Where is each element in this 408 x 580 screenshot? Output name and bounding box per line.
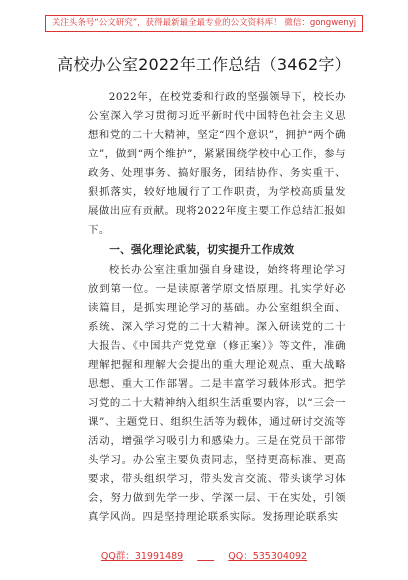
section-heading: 一、强化理论武装，切实提升工作成效 (109, 244, 295, 256)
banner-text: 关注头条号“公文研究”，获得最新最全最专业的公文资料库！ 微信：gongwenyj (45, 15, 363, 32)
intro-paragraph: 2022年，在校党委和行政的坚强领导下，校长办公室深入学习贯彻习近平新时代中国特色社会主义思想和党的二十大精神，坚定“四个意识”，拥护“两个确立”，做到“两个维护”，紧紧围绕学校中心工作，参与政务、处理事务、搞好服务，团结协作、务实重干、狠抓落实，较好地履行了工作职责，为学校高质量发展做出应有贡献。现将2022年度主要工作总结汇报如下。 (88, 91, 346, 236)
document-body (88, 88, 346, 527)
footer-contacts (0, 548, 408, 562)
footer-qq: QQ：535304092 (228, 551, 308, 562)
document-title: 高校办公室2022年工作总结（3462字） (57, 55, 351, 74)
header-banner (0, 10, 408, 32)
section-paragraph: 校长办公室注重加强自身建设，始终将理论学习放到第一位。一是读原著学原文悟原理。扎实学好必读篇目，是抓实理论学习的基础。办公室组织全面、系统、深入学习党的二十大精神。深入研读党的二十大报告、《中国共产党党章（修正案）》等文件，准确理解把握和理解大会提出的重大理论观点、重大战略思想、重大工作部署。二是丰富学习载体形式。把学习党的二十大精神纳入组织生活重要内容，以“三会一课”、主题党日、组织生活等为载体，通过研讨交流等活动，增强学习吸引力和感染力。三是在党员干部带头学习。办公室主要负责同志，坚持更高标准、更高要求，带头组织学习，带头发言交流、带头谈学习体会，努力做到先学一步、学深一层、干在实处，引领真学风尚。四是坚持理论联系实际。发扬理论联系实 (88, 264, 346, 523)
footer-qq-group: QQ群：31991489 (100, 551, 184, 562)
